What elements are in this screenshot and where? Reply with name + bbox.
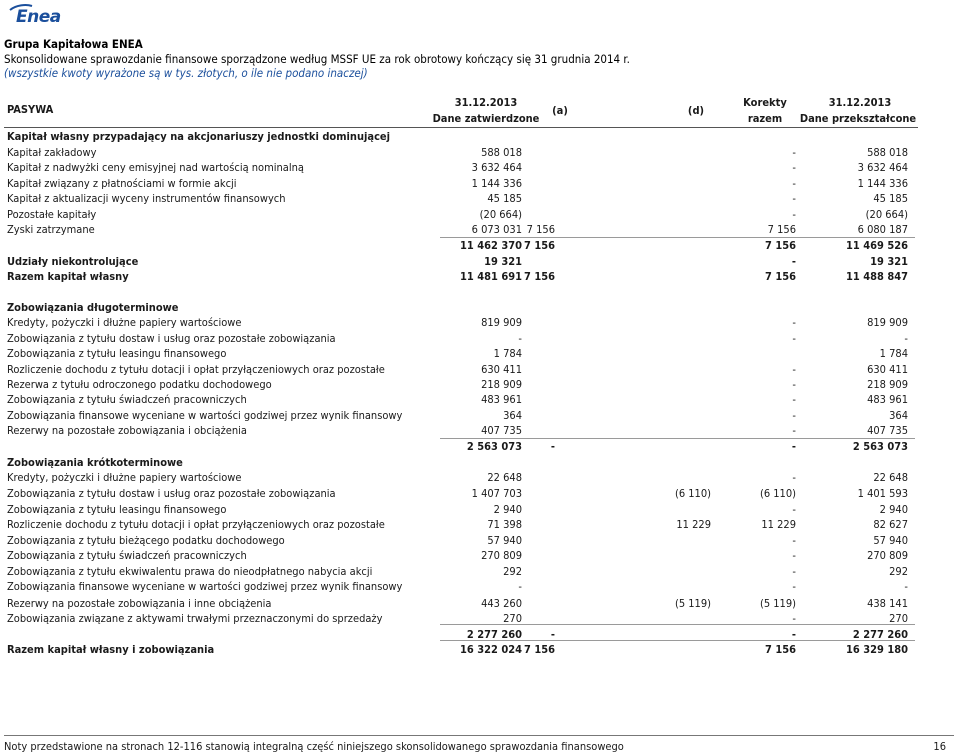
cell-c2: 7 156 [524, 270, 555, 283]
cell-c1: 218 909 [481, 378, 522, 391]
cell-c2: 7 156 [524, 643, 555, 656]
row-label: Kapitał z aktualizacji wyceny instrumentów finansowych [7, 192, 286, 205]
cell-c4: - [792, 549, 796, 562]
row-label: Zobowiązania z tytułu leasingu finansowego [7, 347, 227, 360]
table-row [7, 378, 915, 392]
row-label: Kapitał zakładowy [7, 146, 97, 159]
table-row [7, 332, 915, 346]
row-label: Rezerwa z tytułu odroczonego podatku dochodowego [7, 378, 272, 391]
cell-c1: 819 909 [481, 316, 522, 329]
cell-c5: 819 909 [867, 316, 908, 329]
table-row [7, 487, 915, 501]
cell-c2: 7 156 [526, 223, 555, 236]
cell-c5: 270 [889, 612, 908, 625]
table-row [7, 161, 915, 175]
table-row [7, 363, 915, 377]
table-row [7, 580, 915, 594]
row-label: Zobowiązania finansowe wyceniane w wartości godziwej przez wynik finansowy [7, 580, 403, 593]
column-d-label: (d) [687, 104, 705, 117]
table-row [7, 270, 915, 284]
table-row [7, 409, 915, 423]
table-row [7, 565, 915, 579]
table-row [7, 503, 915, 517]
cell-c4: - [792, 471, 796, 484]
row-label: Zobowiązania z tytułu ekwiwalentu prawa do nieodpłatnego nabycia akcji [7, 565, 373, 578]
section-equity-title: Kapitał własny przypadający na akcjonariuszy jednostki dominującej [7, 130, 391, 143]
cell-c5: 630 411 [867, 363, 908, 376]
table-row [7, 424, 915, 438]
table-row [7, 177, 915, 191]
section-short-term-title: Zobowiązania krótkoterminowe [7, 456, 183, 469]
enea-logo [6, 4, 64, 26]
header-rule [4, 127, 918, 128]
row-label: Rozliczenie dochodu z tytułu dotacji i opłat przyłączeniowych oraz pozostałe [7, 518, 385, 531]
cell-c1: 19 321 [484, 255, 522, 268]
cell-c5: 3 632 464 [857, 161, 908, 174]
subtotal-rule-long-term [440, 438, 915, 439]
cell-c1: 270 [503, 612, 522, 625]
restated-date: 31.12.2013 [828, 96, 892, 109]
row-label: Kredyty, pożyczki i dłużne papiery wartościowe [7, 471, 242, 484]
cell-c4: 7 156 [765, 239, 796, 252]
cell-c4: - [792, 393, 796, 406]
cell-c4: - [792, 161, 796, 174]
row-label: Razem kapitał własny i zobowiązania [7, 643, 215, 656]
cell-c1: 1 784 [493, 347, 522, 360]
table-row [7, 192, 915, 206]
row-label: Udziały niekontrolujące [7, 255, 139, 268]
cell-c1: 2 940 [493, 503, 522, 516]
cell-c5: 1 401 593 [857, 487, 908, 500]
table-row [7, 440, 915, 454]
corrections-sub-label: razem [747, 112, 783, 125]
table-row [7, 518, 915, 532]
cell-c1: 407 735 [481, 424, 522, 437]
footer-rule [4, 735, 954, 736]
column-a-label: (a) [552, 104, 568, 117]
cell-c4: 11 229 [761, 518, 796, 531]
cell-c5: (20 664) [865, 208, 908, 221]
cell-c5: 438 141 [867, 597, 908, 610]
cell-c1: 364 [503, 409, 522, 422]
row-label: Kapitał związany z płatnościami w formie akcji [7, 177, 237, 190]
row-label: Zobowiązania z tytułu dostaw i usług oraz pozostałe zobowiązania [7, 332, 336, 345]
cell-c5: 6 080 187 [857, 223, 908, 236]
table-row [7, 208, 915, 222]
restated-label: Dane przekształcone [799, 112, 917, 125]
cell-c4: - [792, 378, 796, 391]
cell-c4: - [791, 255, 796, 268]
cell-c1: 57 940 [487, 534, 522, 547]
cell-c1: 1 144 336 [471, 177, 522, 190]
table-row [7, 223, 915, 237]
cell-c4: - [791, 628, 796, 641]
row-label: Kapitał z nadwyżki ceny emisyjnej nad wartością nominalną [7, 161, 304, 174]
cell-c4: 7 156 [765, 270, 796, 283]
cell-c5: 270 809 [867, 549, 908, 562]
cell-c5: 1 144 336 [857, 177, 908, 190]
cell-c2: - [550, 440, 555, 453]
row-label: Rezerwy na pozostałe zobowiązania i inne obciążenia [7, 597, 272, 610]
cell-c5: 1 784 [879, 347, 908, 360]
table-row [7, 534, 915, 548]
cell-c1: - [518, 332, 522, 345]
cell-c4: - [792, 409, 796, 422]
amounts-note: (wszystkie kwoty wyrażone są w tys. złotych, o ile nie podano inaczej) [4, 66, 368, 80]
table-row [7, 597, 915, 611]
cell-c4: - [792, 565, 796, 578]
row-label: Zobowiązania z tytułu leasingu finansowego [7, 503, 227, 516]
row-label: Pozostałe kapitały [7, 208, 97, 221]
cell-c5: 11 488 847 [846, 270, 908, 283]
cell-c2: - [550, 628, 555, 641]
cell-c5: 588 018 [867, 146, 908, 159]
cell-c1: 443 260 [481, 597, 522, 610]
row-label: Kredyty, pożyczki i dłużne papiery wartościowe [7, 316, 242, 329]
cell-c4: (6 110) [759, 487, 796, 500]
cell-c4: 7 156 [767, 223, 796, 236]
cell-c5: 11 469 526 [846, 239, 908, 252]
table-row [7, 549, 915, 563]
cell-c3: (5 119) [674, 597, 711, 610]
cell-c3: (6 110) [674, 487, 711, 500]
cell-c4: - [792, 192, 796, 205]
cell-c4: - [792, 534, 796, 547]
table-row [7, 347, 915, 361]
table-row [7, 471, 915, 485]
cell-c5: 22 648 [873, 471, 908, 484]
cell-c1: 16 322 024 [460, 643, 522, 656]
cell-c4: - [791, 440, 796, 453]
cell-c1: - [518, 580, 522, 593]
cell-c1: 630 411 [481, 363, 522, 376]
cell-c2: 7 156 [524, 239, 555, 252]
cell-c5: 2 563 073 [852, 440, 908, 453]
cell-c5: 19 321 [870, 255, 908, 268]
cell-c1: 588 018 [481, 146, 522, 159]
cell-c1: 71 398 [487, 518, 522, 531]
cell-c5: 2 277 260 [852, 628, 908, 641]
cell-c4: (5 119) [759, 597, 796, 610]
cell-c1: 11 481 691 [460, 270, 522, 283]
table-row [7, 316, 915, 330]
cell-c1: 11 462 370 [460, 239, 522, 252]
row-label: Zobowiązania finansowe wyceniane w wartości godziwej przez wynik finansowy [7, 409, 403, 422]
cell-c4: - [792, 580, 796, 593]
cell-c5: 483 961 [867, 393, 908, 406]
cell-c5: 57 940 [873, 534, 908, 547]
cell-c5: - [904, 580, 908, 593]
total-rule [440, 640, 915, 641]
cell-c4: - [792, 146, 796, 159]
cell-c5: 407 735 [867, 424, 908, 437]
footer-note: Noty przedstawione na stronach 12-116 stanowią integralną część niniejszego skonsolidowanego sprawozdania finansowego [4, 740, 624, 753]
cell-c4: 7 156 [765, 643, 796, 656]
approved-date: 31.12.2013 [454, 96, 518, 109]
cell-c1: 1 407 703 [471, 487, 522, 500]
cell-c1: 22 648 [487, 471, 522, 484]
table-row [7, 255, 915, 269]
cell-c1: 2 563 073 [466, 440, 522, 453]
cell-c3: 11 229 [676, 518, 711, 531]
cell-c5: 82 627 [873, 518, 908, 531]
row-label: Rozliczenie dochodu z tytułu dotacji i opłat przyłączeniowych oraz pozostałe [7, 363, 385, 376]
cell-c1: (20 664) [479, 208, 522, 221]
cell-c5: 16 329 180 [846, 643, 908, 656]
row-label: Zobowiązania z tytułu świadczeń pracowniczych [7, 393, 247, 406]
cell-c4: - [792, 208, 796, 221]
section-title-pasywa: PASYWA [7, 103, 54, 116]
approved-label: Dane zatwierdzone [432, 112, 540, 125]
row-label: Zobowiązania związane z aktywami trwałymi przeznaczonymi do sprzedaży [7, 612, 383, 625]
cell-c5: 2 940 [879, 503, 908, 516]
cell-c4: - [792, 363, 796, 376]
cell-c1: 2 277 260 [466, 628, 522, 641]
cell-c1: 483 961 [481, 393, 522, 406]
cell-c5: 364 [889, 409, 908, 422]
row-label: Rezerwy na pozostałe zobowiązania i obciążenia [7, 424, 247, 437]
row-label: Zobowiązania z tytułu bieżącego podatku dochodowego [7, 534, 285, 547]
cell-c4: - [792, 612, 796, 625]
corrections-label: Korekty [743, 96, 787, 109]
cell-c5: 45 185 [873, 192, 908, 205]
cell-c5: 292 [889, 565, 908, 578]
cell-c4: - [792, 332, 796, 345]
subtotal-rule-equity [440, 237, 915, 238]
subtotal-rule-short-term [440, 624, 915, 625]
row-label: Zobowiązania z tytułu świadczeń pracowniczych [7, 549, 247, 562]
cell-c4: - [792, 424, 796, 437]
cell-c4: - [792, 316, 796, 329]
row-label: Zyski zatrzymane [7, 223, 95, 236]
logo-wordmark: Enea [16, 7, 61, 27]
cell-c1: 45 185 [487, 192, 522, 205]
row-label: Zobowiązania z tytułu dostaw i usług oraz pozostałe zobowiązania [7, 487, 336, 500]
table-row [7, 239, 915, 253]
table-row [7, 643, 915, 657]
cell-c1: 270 809 [481, 549, 522, 562]
cell-c1: 292 [503, 565, 522, 578]
cell-c4: - [792, 503, 796, 516]
table-row [7, 393, 915, 407]
company-name: Grupa Kapitałowa ENEA [4, 37, 143, 51]
cell-c5: - [904, 332, 908, 345]
cell-c1: 3 632 464 [471, 161, 522, 174]
table-row [7, 146, 915, 160]
page-number: 16 [933, 740, 946, 753]
cell-c5: 218 909 [867, 378, 908, 391]
section-long-term-title: Zobowiązania długoterminowe [7, 301, 179, 314]
cell-c1: 6 073 031 [471, 223, 522, 236]
row-label: Razem kapitał własny [7, 270, 129, 283]
cell-c4: - [792, 177, 796, 190]
statement-title: Skonsolidowane sprawozdanie finansowe sporządzone według MSSF UE za rok obrotowy kończący się 31 grudnia 2014 r. [4, 52, 630, 66]
